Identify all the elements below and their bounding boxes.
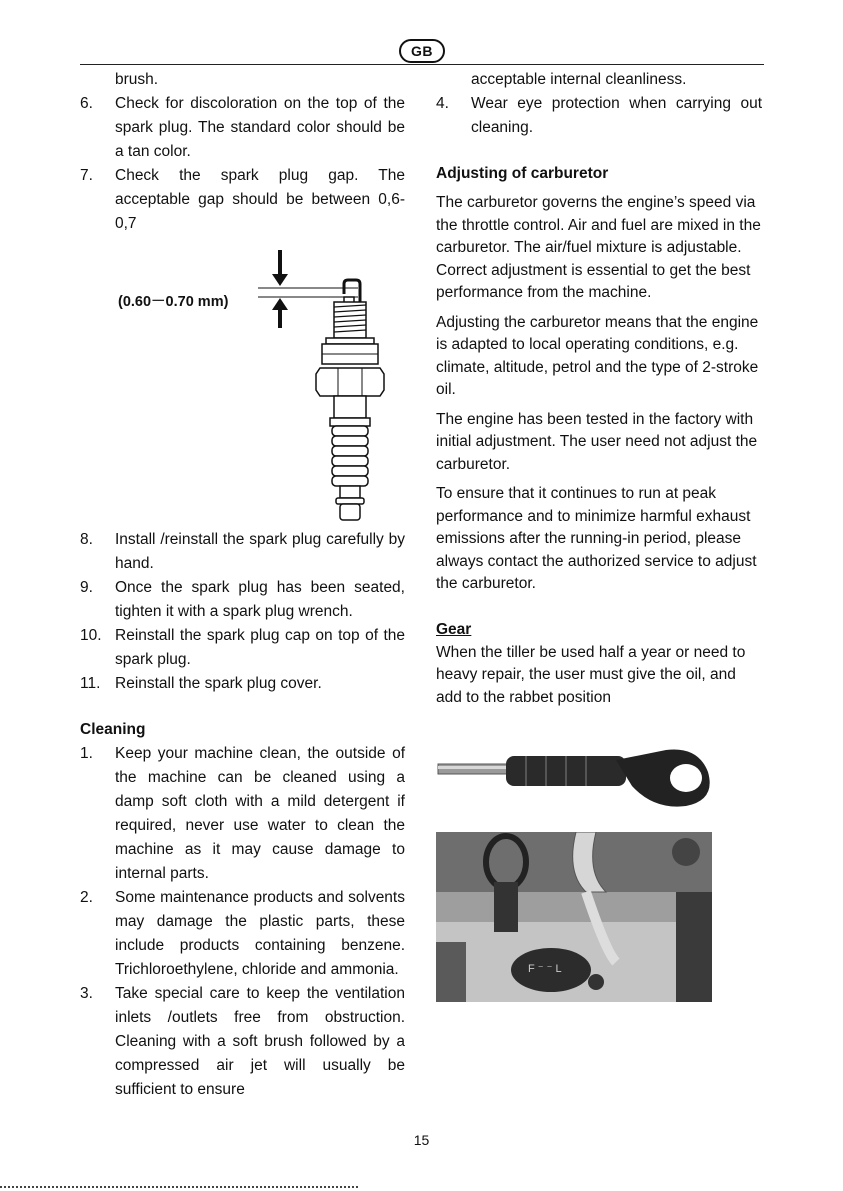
section-heading-carburetor: Adjusting of carburetor [436,165,609,182]
list-number: 11. [80,675,101,692]
list-text: Install /reinstall the spark plug carefully by hand. [115,531,405,572]
list-number: 7. [80,167,93,184]
list-number: 10. [80,627,102,644]
dipstick-photo [436,746,736,814]
list-item [80,886,405,982]
header-rule [80,64,764,65]
list-item [80,742,405,886]
section-heading-gear: Gear [436,620,472,638]
footer-rule [0,1186,360,1188]
list-number: 8. [80,531,93,548]
language-badge: GB [399,39,445,63]
paragraph: The carburetor governs the engine’s speed via the throttle control. Air and fuel are mixed in the carburetor. The air/fuel mixture is adjustable. Correct adjustment is essential to get the best performance from the machine. [436,194,761,301]
continued-text: acceptable internal cleanliness. [471,71,687,88]
list-text: Once the spark plug has been seated, tighten it with a spark plug wrench. [115,579,405,620]
list-item [80,528,405,576]
list-item [80,982,405,1102]
list-number: 1. [80,745,93,762]
paragraph: To ensure that it continues to run at peak performance and to minimize harmful exhaust emissions after the running-in period, please always contact the authorized service to adjust the carburetor. [436,485,757,592]
svg-text:F ⁻ ⁻ L: F ⁻ ⁻ L [528,963,562,975]
list-text: Wear eye protection when carrying out cleaning. [471,95,762,136]
list-item [80,164,405,236]
spark-plug-gap-figure [108,244,408,524]
continued-text: brush. [115,71,159,88]
list-text: Take special care to keep the ventilation inlets /outlets free from obstruction. Cleaning with a soft brush followed by a compressed air jet will usually be sufficient to ensure [115,985,405,1098]
right-column [436,68,762,716]
list-number: 3. [80,985,93,1002]
left-column [80,68,405,236]
dipstick-icon [436,746,736,814]
gap-label: (0.60－0.70 mm) [118,294,229,310]
list-number: 6. [80,95,93,112]
list-item [436,92,762,140]
engine-oil-level-photo [436,832,712,1002]
engine-photo-icon [436,832,712,1002]
list-number: 9. [80,579,93,596]
spark-plug-icon [108,244,408,524]
list-number: 2. [80,889,93,906]
list-text: Check for discoloration on the top of the spark plug. The standard color should be a tan color. [115,95,405,160]
list-text: Keep your machine clean, the outside of the machine can be cleaned using a damp soft cloth with a mild detergent if required, never use water to clean the machine as it may cause damage to internal parts. [115,745,405,882]
section-heading-cleaning: Cleaning [80,721,146,738]
paragraph: When the tiller be used half a year or need to heavy repair, the user must give the oil, and add to the rabbet position [436,643,746,706]
list-item [80,92,405,164]
paragraph: The engine has been tested in the factory with initial adjustment. The user need not adjust the carburetor. [436,410,758,473]
list-text: Some maintenance products and solvents may damage the plastic parts, these include products containing benzene. Trichloroethylene, chloride and ammonia. [115,889,405,978]
list-item [80,624,405,672]
list-text: Check the spark plug gap. The acceptable gap should be between 0,6-0,7 [115,167,405,232]
page-number: 15 [413,1132,430,1148]
paragraph: Adjusting the carburetor means that the engine is adapted to local operating conditions, e.g. climate, altitude, petrol and the type of 2-stroke oil. [436,313,759,398]
list-text: Reinstall the spark plug cover. [115,675,322,692]
list-item [80,672,405,696]
list-number: 4. [436,95,449,112]
left-column-lower [80,528,405,1102]
list-text: Reinstall the spark plug cap on top of the spark plug. [115,627,405,668]
list-item [80,576,405,624]
